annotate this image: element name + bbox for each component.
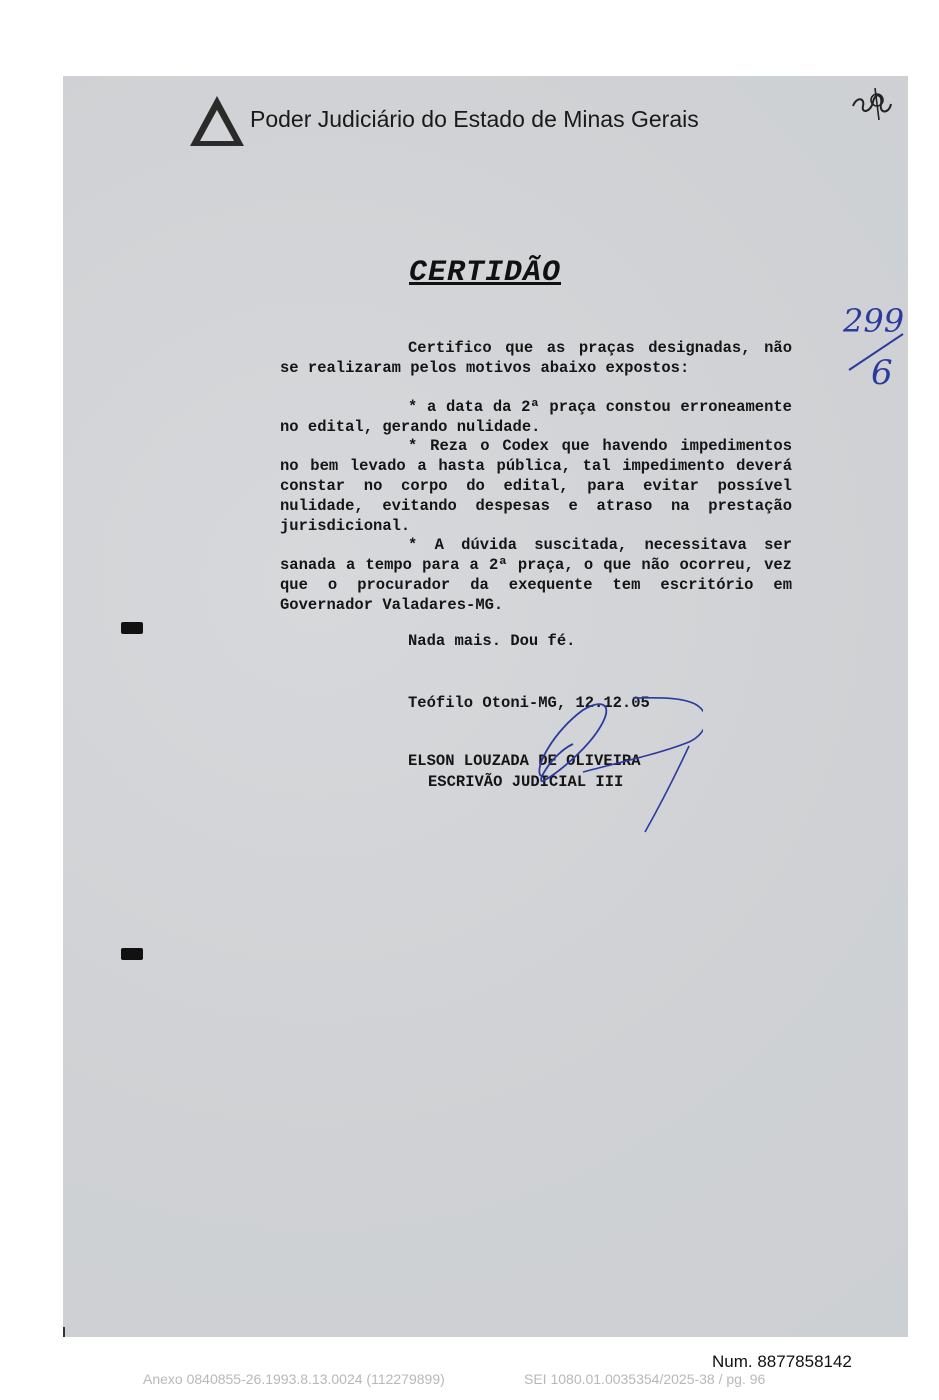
annex-reference: Anexo 0840855-26.1993.8.13.0024 (112279899) (143, 1371, 445, 1387)
signer-name: ELSON LOUZADA DE OLIVEIRA (408, 752, 641, 770)
document-number: Num. 8877858142 (712, 1352, 852, 1371)
binder-hole-mark (121, 948, 143, 960)
sei-reference: SEI 1080.01.0035354/2025-38 / pg. 96 (524, 1371, 766, 1387)
paragraph-item-3: * A dúvida suscitada, necessitava ser sanada a tempo para a 2ª praça, o que não ocorreu, vez que o procurador da exequente tem escritório em Governador Valadares-MG. (280, 536, 792, 614)
paragraph-item-2: * Reza o Codex que havendo impedimentos no bem levado a hasta pública, tal impedimento deverá constar no corpo do edital, para evitar possível nulidade, evitando despesas e atraso na prestação jurisdicional. (280, 437, 792, 535)
binder-hole-mark (121, 622, 143, 634)
paragraph-intro: Certifico que as praças designadas, não se realizaram pelos motivos abaixo expostos: (280, 339, 792, 377)
scanned-page (63, 76, 908, 1337)
court-triangle-logo-icon (188, 94, 246, 148)
scan-edge-mark (63, 1327, 65, 1337)
place-and-date: Teófilo Otoni-MG, 12.12.05 (408, 694, 650, 712)
rubric-stamp-icon (849, 84, 897, 124)
document-title: CERTIDÃO (409, 256, 562, 290)
signer-title: ESCRIVÃO JUDICIAL III (428, 773, 624, 791)
folio-bottom-text: 6 (871, 353, 893, 393)
folio-top-text: 299 (843, 302, 905, 340)
court-name-header: Poder Judiciário do Estado de Minas Gerais (250, 106, 699, 132)
handwritten-folio-number (841, 298, 911, 393)
paragraph-item-1: * a data da 2ª praça constou erroneamente no edital, gerando nulidade. (280, 398, 792, 436)
closing-statement: Nada mais. Dou fé. (408, 632, 576, 650)
